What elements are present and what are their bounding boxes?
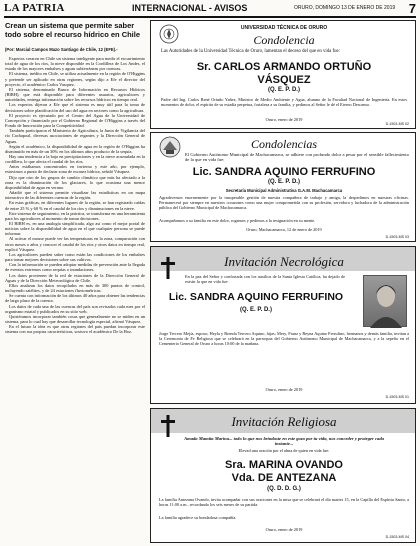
article-paragraph: Quisiéramos incorporar también cosas que generalmente no se miden en un sistema, para lo cual hay que desarrollar tecnología especial, afirmó Vásquez. [5,313,145,324]
deceased-surname: VÁSQUEZ [257,74,311,86]
deceased-name: Sra. MARINA OVANDO [225,459,343,471]
rip-label: (Q. D. D. G.) [267,486,301,492]
page-header [4,2,416,16]
article-paragraph: Los datos provienen de la red de estaciones de la Dirección General de Aguas y de la Dirección Meteorológica de Chile. [5,272,145,283]
article-paragraph: El sistema, denominado Banco de Información en Recursos Hídricos (BIRH), que está disponible para diferentes usuarios, agricultores y autoridades, entrega información sobre los recursos hídricos en tiempo real. [5,86,145,103]
ad-place-date: Oruro, Machacamarca, 12 de enero de 2019 [246,227,322,232]
article-paragraph: Hay una tendencia a la baja en precipitaciones y en la nieve acumulada en la cordillera, lo que afecta el caudal de los ríos. [5,153,145,165]
deceased-photo [363,275,407,327]
deceased-name: Sr. CARLOS ARMANDO ORTUÑO [196,61,372,73]
article-title: Crean un sistema que permite saber todo sobre el recurso hídrico en Chile [5,21,141,39]
masthead: LA PATRIA [4,2,65,14]
deceased-surname: Vda. DE ANTEZANA [231,472,337,484]
article-body [5,56,145,542]
article-paragraph: Expertos crearon en Chile un sistema inteligente para medir el escurrimiento total de agua de los ríos, la nieve disponible en la Cordillera de Los Andes, el estado de los mayores embalses y aguas subterráneas por cuencas. [5,56,145,72]
ad-intro: El Gobierno Autónomo Municipal de Machacamarca, se adhiere con profundo dolor a pesar por el sensible fallecimiento de la que en vida fue: [185,152,409,163]
article-paragraph: Según el académico, la disponibilidad de agua en la región de O'Higgins ha disminuido en más de un 30% en los últimos años producto de la sequía. [5,143,145,154]
rip-label: (Q. E. P. D.) [240,307,272,313]
article-paragraph: Ellos analizan los datos recopilados en más de 300 puntos de control, incluyendo satélites, y de 24 estaciones fluviométricas. [5,282,145,294]
article-paragraph: Los datos de cada una de las cuencas del país son revisados cada mes por el organismo estatal y publicados en su sitio web. [5,303,145,314]
deceased-name: Lic. SANDRA AQUINO FERRUFINO [192,166,376,178]
section-title: INTERNACIONAL - AVISOS [132,3,248,13]
issuing-office: Secretaría Municipal Administrativa G.A.M. Machacamarca [225,188,343,193]
ad-body: Jorge Tercero Mejía, esposo; Heyla y Brenda Tercero Aquino, hijas; Mery, Franz y Reyna Aquino Ferrufino, hermanos y demás familia, invitan a la Ceremonia de Fe Religiosa que se celebrará en la parroquia del Gobierno Autónomo Municipal de Machacamarca, y a la sepelio en el Cementerio General de Oruro a horas 10:00 de la mañana. [159,331,409,347]
ad-body: Padre del Ing. Carlos René Ortuño Yañez, Ministro de Medio Ambiente y Agua, alumno de la Facultad Nacional de Ingeniería. En estos momentos de dolor, el espíritu de su estadía perpetua, fortaleza a su familia, y pedimos al Señor le dé el Eterno Descanso. [161,97,407,108]
rip-label: (Q. E. P. D.) [268,87,300,93]
ad-heading: Condolencias [251,137,317,151]
article-paragraph: En el futuro la idea es que otras regiones del país puedan incorporar este sistema con sus propias características, sostuvo el académico De la Hoz. [5,324,145,335]
article-paragraph: Al activar el mouse puede ver las temperaturas en la zona, comparación con otros meses o años y conocer el caudal de los ríos y otros datos en tiempo real, explicó Vásquez. [5,236,145,252]
rip-label: (Q. E. P. D.) [268,179,300,185]
necrological-invitation-ad [150,246,416,404]
article-paragraph: Antes estábamos concentrados en invierno y este año, por ejemplo, estuvimos a punto de declarar zona de escasez hídrica, señaló Vásquez. [5,164,145,175]
article-paragraph: Este sistema de seguimiento, en la práctica, se transforma en una herramienta para los agricultores al momento de tomar decisiones. [5,210,145,221]
memorial-quote: Amada Mamita Marina... todo lo que nos brindaste en este gozo por tu vida, nos conceder y proteger cada instante... [184,436,384,447]
ad-intro: En la paz del Señor y confortada con los auxilios de la Santa Iglesia Católica, ha dejado de existir la que en vida fue: [185,274,345,285]
ad-place-date: Oruro, enero de 2019 [265,527,303,532]
ad-code: D-1503-MS 01 [385,395,409,399]
article-paragraph: Con la información se pueden adoptar medidas de prevención ante la llegada de eventos extremos como sequías o inundaciones. [5,262,145,273]
article-paragraph: En estas gráficas, en diferentes lugares de la región, se han registrado caídas de entre 25 % y 60 % en el caudal de los ríos y disminuciones en la nieve. [5,200,145,211]
ad-body: La familia Antezana Ovando, invita acompañar con sus oraciones en la misa que se celebrará el día martes 15, en la Capilla del Espíritu Santo, a horas 11:00 a.m., recordando los seis meses de su partida. [159,497,409,508]
ad-code: D-1503-MS 04 [385,535,409,539]
article-paragraph: El sistema, inédito en Chile, se utiliza actualmente en la región de O'Higgins y pretende ser aplicado en otras regiones, según dijo a Efe el director del proyecto, el académico Carlos Vasquez. [5,71,145,87]
religious-invitation-ad [150,408,416,543]
article-paragraph: Los agricultores pueden saber como están las condiciones de los embalses para tomar mejores decisiones sobre sus cultivos. [5,251,145,263]
ad-body: Agradecemos enormemente por la insuperable gestión de nuestra compañera de trabajo y amiga, la despedimos en nuestras oficinas. Permanecerá por siempre en nuestros corazones como una mujer comprometida con su profesión, servidora y luchadora de la administración pública del Gobierno Municipal de Machacamarca. [159,195,409,211]
ad-thanks: La familia agradece su bondadosa compañía. [159,515,237,520]
article-paragraph: Dijo que otro de los grupos de cambio climático que más ha afectado a la zona es la disminución de los glaciares, lo que ocasiona una menor disponibilidad de agua en verano. [5,174,145,190]
dateline: ORURO, DOMINGO 13 DE ENERO DE 2019 [294,5,396,11]
article-byline: (Por: Marcial Campos Mazo Santiago de Chile, 12 (EFE).- [5,47,118,52]
ad-code: D-1503-MS 03 [385,235,409,239]
ad-place-date: Oruro, enero de 2019 [265,117,303,122]
article-paragraph: El proyecto es ejecutado por el Centro del Agua de la Universidad de Concepción y financiado por el Gobierno Regional de O'Higgins a través del Fondo de Innovación para la Competitividad. [5,112,145,129]
deceased-name: Lic. SANDRA AQUINO FERRUFINO [168,291,344,303]
page-number: 7 [408,1,416,16]
ad-place-date: Oruro, enero de 2019 [265,387,303,392]
header-rule [4,16,416,18]
ad-heading: Invitación Necrológica [224,254,344,269]
article-paragraph: Los expertos dijeron a Efe que el sistema es muy útil para la toma de decisiones sobre planificación del uso del agua en sectores como la agricultura. [5,102,145,113]
organization-name: UNIVERSIDAD TÉCNICA DE ORURO [240,25,328,31]
article-paragraph: El BIRH es, en una analogía simplificada, algo así como el mejor portal de noticias sobre la disponibilidad de agua en el que cualquier persona se puede informar. [5,221,145,237]
portrait-icon [364,276,408,328]
ad-heading: Invitación Religiosa [231,414,337,429]
ad-intro: Las Autoridades de la Universidad Técnica de Oruro, lamentan el deceso del que en vida fue: [161,49,340,54]
ad-closing: Acompañamos a su familia en este dolor, rogamos y pedimos a la resignación en su mente. [159,218,316,223]
condolence-ad-university [150,20,416,129]
ad-code: D-1503-MS 02 [385,122,409,126]
prayer-request: Elevad una oración por el alma de quien en vida fue: [238,448,330,453]
article-paragraph: También participaron el Ministerio de Agricultura, la Junta de Vigilancia del río Cachapoal, diversas asociaciones de regantes y la Dirección General de Aguas. [5,128,145,144]
article-paragraph: Se cuenta con información de los últimos 40 años para obtener las tendencias de largo plazo de la cuenca. [5,293,145,304]
article-paragraph: Añadió que el sistema permite visualizar las estadísticas en un mapa interactivo de las diferentes cuencas de la región. [5,190,145,201]
condolence-ad-municipality [150,132,416,242]
ad-heading: Condolencia [253,33,315,47]
